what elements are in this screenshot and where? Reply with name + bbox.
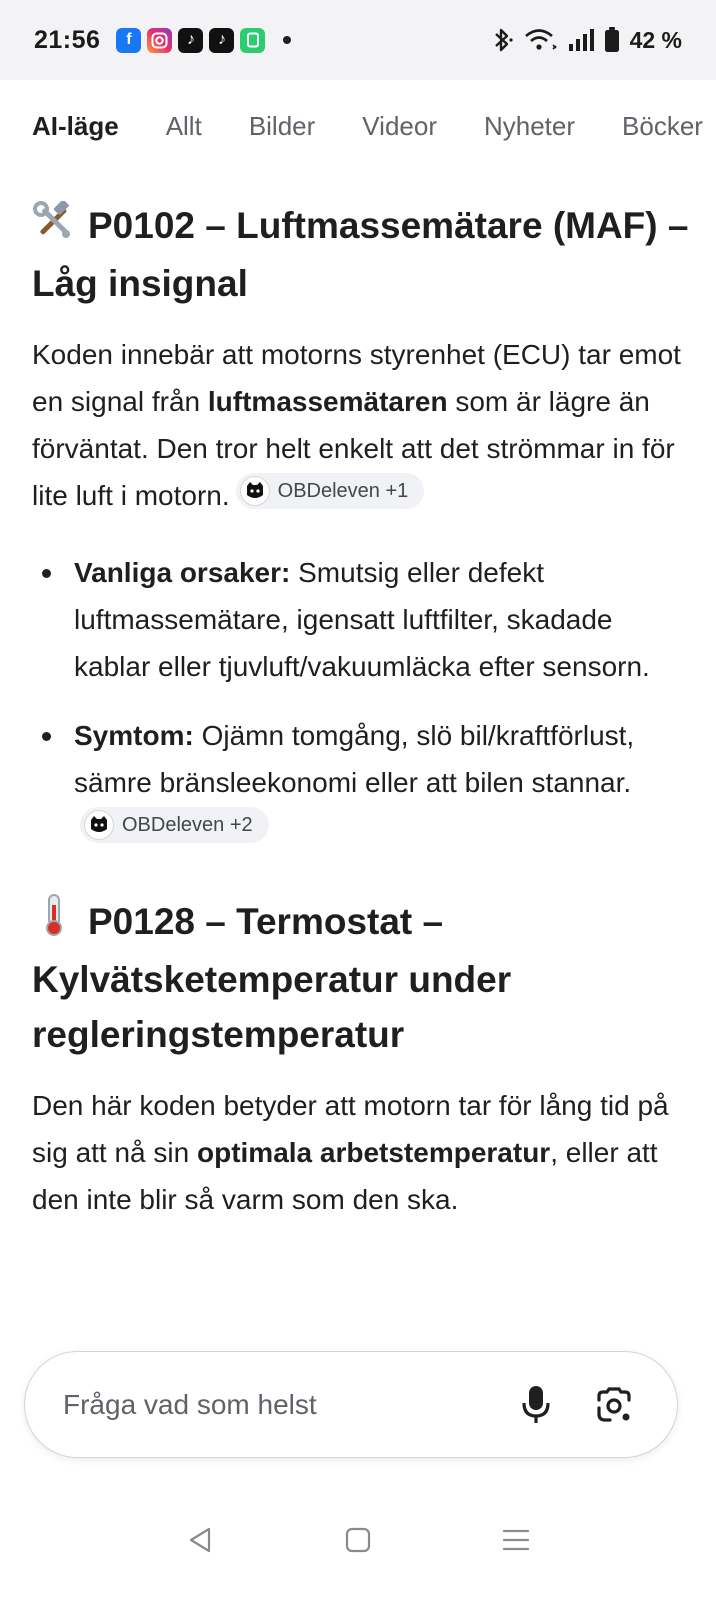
section-title-text: P0102 – Luftmassemätare (MAF) – Låg insignal bbox=[32, 205, 689, 304]
bullet-label: Symtom: bbox=[74, 720, 194, 751]
tab-all[interactable]: Allt bbox=[165, 110, 202, 141]
source-chip[interactable] bbox=[80, 807, 269, 843]
signal-icon bbox=[568, 28, 594, 52]
paragraph-text: som är lägre än förväntat. Den tror helt enkelt att det strömmar in för lite luft i motorn. bbox=[32, 386, 675, 511]
navigation-bar bbox=[0, 1480, 716, 1600]
notification-icons bbox=[116, 28, 291, 53]
paragraph-text: , eller att den inte blir så varm som den ska. bbox=[32, 1137, 658, 1215]
obdeleven-logo-icon bbox=[84, 810, 114, 840]
camera-lens-icon[interactable] bbox=[587, 1378, 641, 1432]
status-time: 21:56 bbox=[34, 25, 101, 54]
tab-ai-mode[interactable]: AI-läge bbox=[32, 110, 119, 141]
tab-news[interactable]: Nyheter bbox=[483, 110, 576, 141]
home-icon[interactable] bbox=[338, 1520, 378, 1560]
battery-percent: 42 % bbox=[629, 26, 682, 53]
section-paragraph bbox=[32, 331, 692, 519]
list-item bbox=[32, 549, 692, 690]
thermometer-icon bbox=[32, 893, 76, 952]
tab-videos[interactable]: Videor bbox=[362, 110, 437, 141]
bullet-list bbox=[32, 549, 692, 853]
list-item bbox=[32, 712, 692, 853]
bluetooth-icon bbox=[492, 27, 514, 53]
paragraph-bold: optimala arbetstemperatur bbox=[196, 1137, 551, 1168]
system-icons bbox=[492, 27, 682, 54]
status-bar bbox=[0, 0, 716, 80]
section-title-text: P0128 – Termostat – Kylvätsketemperatur under regleringstemperatur bbox=[32, 901, 512, 1055]
hammer-and-wrench-icon bbox=[32, 201, 76, 256]
section-heading bbox=[32, 893, 692, 1062]
tab-images[interactable]: Bilder bbox=[248, 110, 316, 141]
facebook-icon: f bbox=[116, 28, 141, 53]
ai-answer bbox=[32, 198, 692, 1358]
battery-icon bbox=[604, 27, 620, 53]
obdeleven-logo-icon bbox=[240, 476, 270, 506]
paragraph-text: Den här koden betyder att motorn tar för lång tid på sig att nå sin bbox=[32, 1090, 669, 1168]
tab-books[interactable]: Böcker bbox=[622, 110, 703, 141]
microphone-icon[interactable] bbox=[509, 1378, 563, 1432]
bullet-label: Vanliga orsaker: bbox=[74, 557, 291, 588]
bullet-text: Ojämn tomgång, slö bil/kraftförlust, sämre bränsleekonomi eller att bilen stannar. bbox=[74, 720, 635, 798]
section-heading bbox=[32, 198, 692, 311]
source-chip-label: OBDeleven +1 bbox=[277, 480, 409, 502]
wifi-icon bbox=[524, 27, 558, 53]
tiktok-icon: ♪ bbox=[178, 28, 203, 53]
back-icon[interactable] bbox=[180, 1520, 220, 1560]
paragraph-bold: luftmassemätaren bbox=[207, 386, 448, 417]
instagram-icon bbox=[147, 28, 172, 53]
green-app-icon bbox=[240, 28, 265, 53]
section-paragraph bbox=[32, 1082, 692, 1223]
search-tabs bbox=[0, 80, 716, 172]
tiktok-icon: ♪ bbox=[209, 28, 234, 53]
menu-icon[interactable] bbox=[496, 1520, 536, 1560]
ask-input-placeholder[interactable]: Fråga vad som helst bbox=[63, 1388, 317, 1420]
source-chip-label: OBDeleven +2 bbox=[122, 814, 253, 836]
paragraph-text: Koden innebär att motorns styrenhet (ECU) tar emot en signal från bbox=[32, 339, 681, 417]
ask-bar[interactable] bbox=[24, 1351, 678, 1458]
source-chip[interactable] bbox=[236, 473, 425, 509]
more-notifications-dot bbox=[283, 36, 291, 44]
bullet-text: Smutsig eller defekt luftmassemätare, igensatt luftfilter, skadade kablar eller tjuvluft/vakuumläcka efter sensorn. bbox=[74, 557, 650, 682]
